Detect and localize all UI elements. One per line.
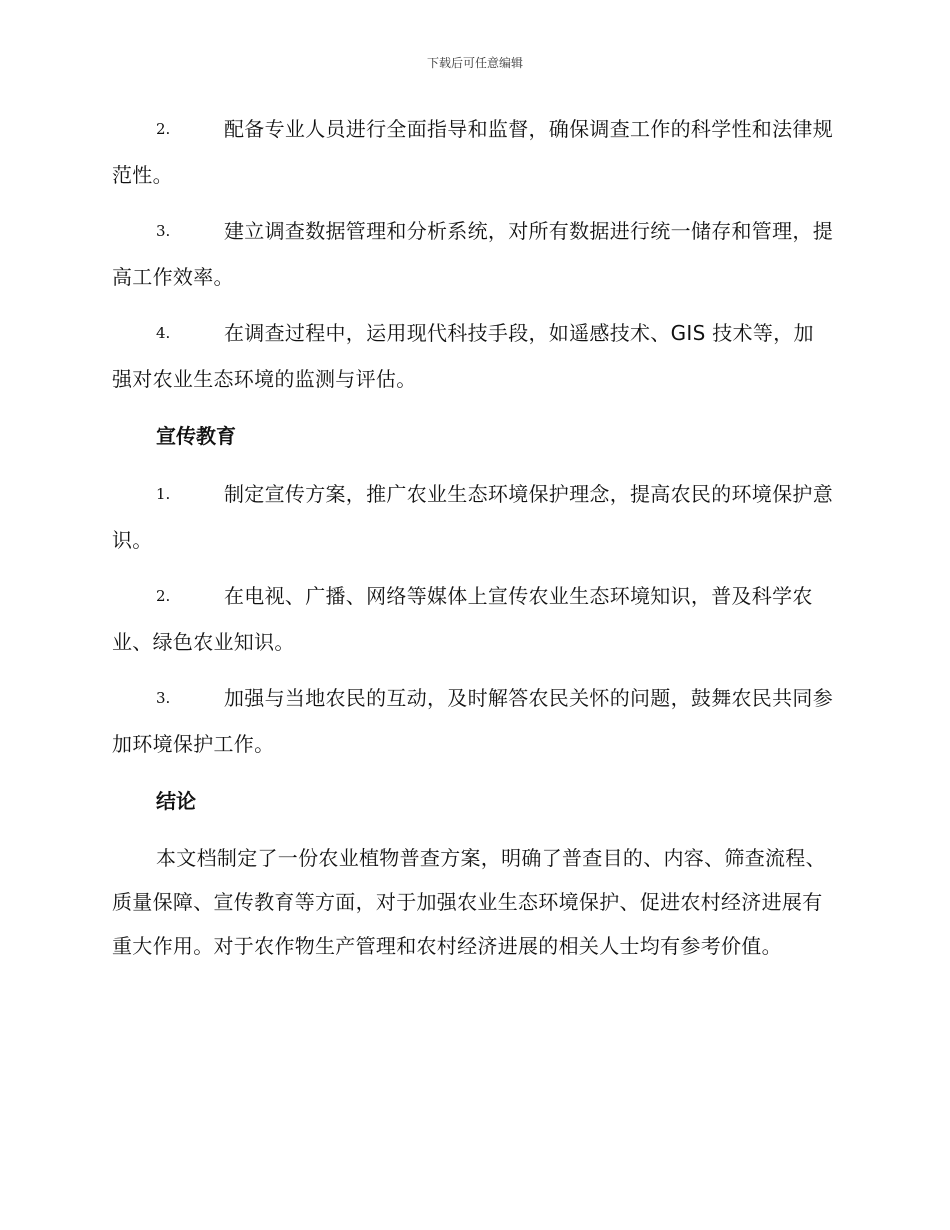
list-item-text: 在调查过程中，运用现代科技手段，如遥感技术、GIS 技术等，加强对农业生态环境的监测与评估。 [112,321,814,391]
list-item-text: 配备专业人员进行全面指导和监督，确保调查工作的科学性和法律规范性。 [112,117,833,187]
list-item [112,310,834,402]
list-item-text: 建立调查数据管理和分析系统，对所有数据进行统一储存和管理，提高工作效率。 [112,219,833,289]
list-item-text: 在电视、广播、网络等媒体上宣传农业生态环境知识，普及科学农业、绿色农业知识。 [112,584,813,654]
list-item-number: 4. [156,324,171,342]
list-item-number: 3. [156,689,171,707]
list-item [112,573,834,665]
conclusion-paragraph: 本文档制定了一份农业植物普查方案，明确了普查目的、内容、筛查流程、质量保障、宣传教育等方面，对于加强农业生态环境保护、促进农村经济进展有重大作用。对于农作物生产管理和农村经济进展的相关人士均有参考价值。 [112,846,826,958]
list-item-number: 2. [156,587,171,605]
section-heading: 结论 [156,789,196,813]
list-item [112,106,834,198]
list-item [112,208,834,300]
page-header: 下载后可任意编辑 [426,56,523,70]
list-item-number: 1. [156,485,171,503]
section-heading: 宣传教育 [156,424,236,448]
list-item [112,471,834,563]
list-item-number: 3. [156,222,171,240]
list-item-text: 制定宣传方案，推广农业生态环境保护理念，提高农民的环境保护意识。 [112,482,833,552]
list-item-number: 2. [156,120,171,138]
list-item-text: 加强与当地农民的互动，及时解答农民关怀的问题，鼓舞农民共同参加环境保护工作。 [112,686,833,756]
list-item [112,675,834,767]
